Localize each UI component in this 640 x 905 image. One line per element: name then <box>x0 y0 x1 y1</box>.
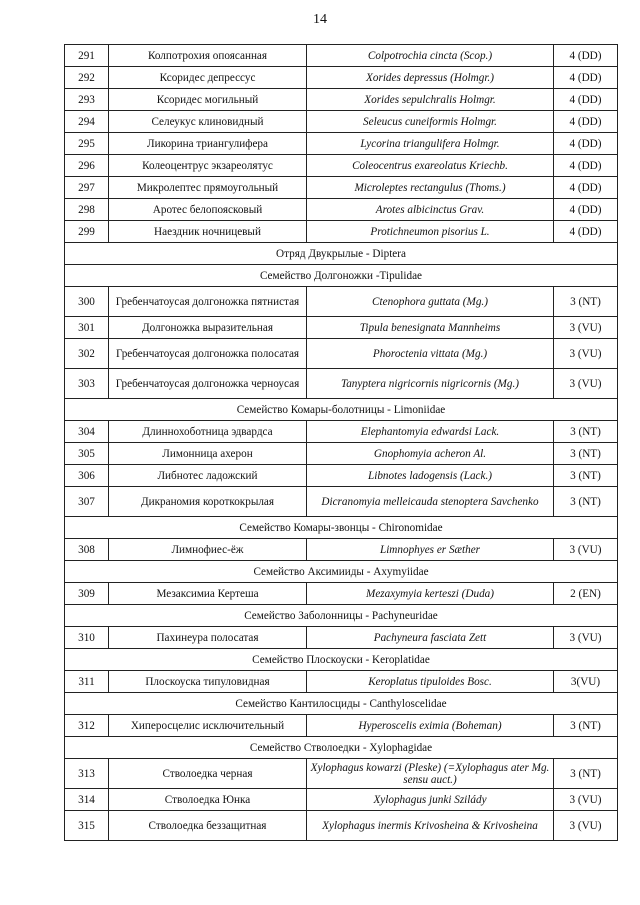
latin-name: Hyperoscelis eximia (Boheman) <box>307 715 554 737</box>
category: 3 (VU) <box>554 369 618 399</box>
russian-name: Ликорина триангулифера <box>109 133 307 155</box>
russian-name: Длиннохоботница эдвардса <box>109 421 307 443</box>
table-row <box>65 715 618 737</box>
russian-name: Хиперосцелис исключительный <box>109 715 307 737</box>
table-row <box>65 287 618 317</box>
russian-name: Стволоедка беззащитная <box>109 811 307 841</box>
category: 3 (NT) <box>554 487 618 517</box>
species-number: 295 <box>65 133 109 155</box>
category: 3 (VU) <box>554 539 618 561</box>
russian-name: Микролептес прямоугольный <box>109 177 307 199</box>
section-heading-row <box>65 243 618 265</box>
table-row <box>65 177 618 199</box>
latin-name: Limnophyes er Sæther <box>307 539 554 561</box>
section-heading-row <box>65 517 618 539</box>
latin-name: Colpotrochia cincta (Scop.) <box>307 45 554 67</box>
species-number: 313 <box>65 759 109 789</box>
category: 3 (NT) <box>554 421 618 443</box>
category: 3 (VU) <box>554 811 618 841</box>
species-number: 294 <box>65 111 109 133</box>
latin-name: Microleptes rectangulus (Thoms.) <box>307 177 554 199</box>
species-number: 293 <box>65 89 109 111</box>
section-heading: Семейство Заболонницы - Pachyneuridae <box>65 605 618 627</box>
latin-name: Tipula benesignata Mannheims <box>307 317 554 339</box>
latin-name: Lycorina triangulifera Holmgr. <box>307 133 554 155</box>
section-heading-row <box>65 605 618 627</box>
section-heading-row <box>65 737 618 759</box>
table-row <box>65 539 618 561</box>
russian-name: Аротес белопоясковый <box>109 199 307 221</box>
section-heading-row <box>65 561 618 583</box>
table-row <box>65 789 618 811</box>
latin-name: Pachyneura fasciata Zett <box>307 627 554 649</box>
russian-name: Селеукус клиновидный <box>109 111 307 133</box>
russian-name: Дикраномия короткокрылая <box>109 487 307 517</box>
species-number: 301 <box>65 317 109 339</box>
species-number: 300 <box>65 287 109 317</box>
latin-name: Protichneumon pisorius L. <box>307 221 554 243</box>
russian-name: Лимонница ахерон <box>109 443 307 465</box>
category: 4 (DD) <box>554 111 618 133</box>
russian-name: Лимнофиес-ёж <box>109 539 307 561</box>
page-number: 14 <box>313 12 327 27</box>
section-heading: Семейство Стволоедки - Xylophagidae <box>65 737 618 759</box>
table-row <box>65 155 618 177</box>
species-number: 311 <box>65 671 109 693</box>
category: 3 (NT) <box>554 715 618 737</box>
species-number: 312 <box>65 715 109 737</box>
category: 3 (NT) <box>554 443 618 465</box>
russian-name: Долгоножка выразительная <box>109 317 307 339</box>
species-number: 305 <box>65 443 109 465</box>
section-heading: Семейство Кантилосциды - Canthyloscelidae <box>65 693 618 715</box>
category: 4 (DD) <box>554 67 618 89</box>
latin-name: Xylophagus inermis Krivosheina & Krivosheina <box>307 811 554 841</box>
species-number: 309 <box>65 583 109 605</box>
table-row <box>65 199 618 221</box>
table-row <box>65 317 618 339</box>
section-heading-row <box>65 693 618 715</box>
latin-name: Xylophagus kowarzi (Pleske) (=Xylophagus ater Mg. sensu auct.) <box>307 759 554 789</box>
table-row <box>65 45 618 67</box>
species-number: 291 <box>65 45 109 67</box>
category: 3 (VU) <box>554 339 618 369</box>
section-heading-row <box>65 265 618 287</box>
section-heading: Семейство Комары-звонцы - Chironomidae <box>65 517 618 539</box>
table-row <box>65 339 618 369</box>
latin-name: Dicranomyia melleicauda stenoptera Savchenko <box>307 487 554 517</box>
category: 4 (DD) <box>554 133 618 155</box>
species-number: 306 <box>65 465 109 487</box>
latin-name: Gnophomyia acheron Al. <box>307 443 554 465</box>
table-row <box>65 89 618 111</box>
table-row <box>65 221 618 243</box>
category: 4 (DD) <box>554 221 618 243</box>
section-heading: Семейство Плоскоуски - Keroplatidae <box>65 649 618 671</box>
latin-name: Coleocentrus exareolatus Kriechb. <box>307 155 554 177</box>
species-number: 304 <box>65 421 109 443</box>
species-number: 303 <box>65 369 109 399</box>
section-heading-row <box>65 399 618 421</box>
russian-name: Колпотрохия опоясанная <box>109 45 307 67</box>
table-row <box>65 811 618 841</box>
species-number: 299 <box>65 221 109 243</box>
latin-name: Ctenophora guttata (Mg.) <box>307 287 554 317</box>
latin-name: Libnotes ladogensis (Lack.) <box>307 465 554 487</box>
russian-name: Либнотес ладожский <box>109 465 307 487</box>
section-heading: Семейство Долгоножки -Tipulidae <box>65 265 618 287</box>
species-number: 297 <box>65 177 109 199</box>
russian-name: Пахинеура полосатая <box>109 627 307 649</box>
category: 3 (VU) <box>554 317 618 339</box>
latin-name: Seleucus cuneiformis Holmgr. <box>307 111 554 133</box>
latin-name: Mezaxymyia kerteszi (Duda) <box>307 583 554 605</box>
section-heading: Семейство Аксимииды - Axymyiidae <box>65 561 618 583</box>
table-row <box>65 671 618 693</box>
latin-name: Elephantomyia edwardsi Lack. <box>307 421 554 443</box>
russian-name: Стволоедка Юнка <box>109 789 307 811</box>
russian-name: Ксоридес депрессус <box>109 67 307 89</box>
table-row <box>65 133 618 155</box>
category: 3 (NT) <box>554 465 618 487</box>
russian-name: Колеоцентрус экзареолятус <box>109 155 307 177</box>
species-number: 314 <box>65 789 109 811</box>
category: 3 (NT) <box>554 287 618 317</box>
russian-name: Наездник ночницевый <box>109 221 307 243</box>
latin-name: Xylophagus junki Szilády <box>307 789 554 811</box>
section-heading: Семейство Комары-болотницы - Limoniidae <box>65 399 618 421</box>
table-row <box>65 465 618 487</box>
table-row <box>65 583 618 605</box>
category: 4 (DD) <box>554 199 618 221</box>
section-heading: Отряд Двукрылые - Diptera <box>65 243 618 265</box>
russian-name: Стволоедка черная <box>109 759 307 789</box>
species-number: 310 <box>65 627 109 649</box>
russian-name: Мезаксимиа Кертеша <box>109 583 307 605</box>
latin-name: Phoroctenia vittata (Mg.) <box>307 339 554 369</box>
table-row <box>65 369 618 399</box>
latin-name: Arotes albicinctus Grav. <box>307 199 554 221</box>
species-number: 298 <box>65 199 109 221</box>
russian-name: Ксоридес могильный <box>109 89 307 111</box>
species-number: 292 <box>65 67 109 89</box>
table-row <box>65 67 618 89</box>
category: 4 (DD) <box>554 177 618 199</box>
russian-name: Плоскоуска типуловидная <box>109 671 307 693</box>
russian-name: Гребенчатоусая долгоножка пятнистая <box>109 287 307 317</box>
table-row <box>65 111 618 133</box>
table-row <box>65 443 618 465</box>
category: 4 (DD) <box>554 155 618 177</box>
species-number: 315 <box>65 811 109 841</box>
species-number: 308 <box>65 539 109 561</box>
category: 3 (VU) <box>554 627 618 649</box>
latin-name: Xorides depressus (Holmgr.) <box>307 67 554 89</box>
species-number: 302 <box>65 339 109 369</box>
category: 4 (DD) <box>554 89 618 111</box>
species-number: 296 <box>65 155 109 177</box>
table-row <box>65 487 618 517</box>
table-row <box>65 627 618 649</box>
category: 3(VU) <box>554 671 618 693</box>
latin-name: Keroplatus tipuloides Bosc. <box>307 671 554 693</box>
table-row <box>65 759 618 789</box>
red-list-table <box>64 44 618 841</box>
table-body <box>65 45 618 841</box>
russian-name: Гребенчатоусая долгоножка полосатая <box>109 339 307 369</box>
latin-name: Tanyptera nigricornis nigricornis (Mg.) <box>307 369 554 399</box>
category: 4 (DD) <box>554 45 618 67</box>
species-number: 307 <box>65 487 109 517</box>
latin-name: Xorides sepulchralis Holmgr. <box>307 89 554 111</box>
table-row <box>65 421 618 443</box>
category: 2 (EN) <box>554 583 618 605</box>
russian-name: Гребенчатоусая долгоножка черноусая <box>109 369 307 399</box>
category: 3 (VU) <box>554 789 618 811</box>
category: 3 (NT) <box>554 759 618 789</box>
section-heading-row <box>65 649 618 671</box>
